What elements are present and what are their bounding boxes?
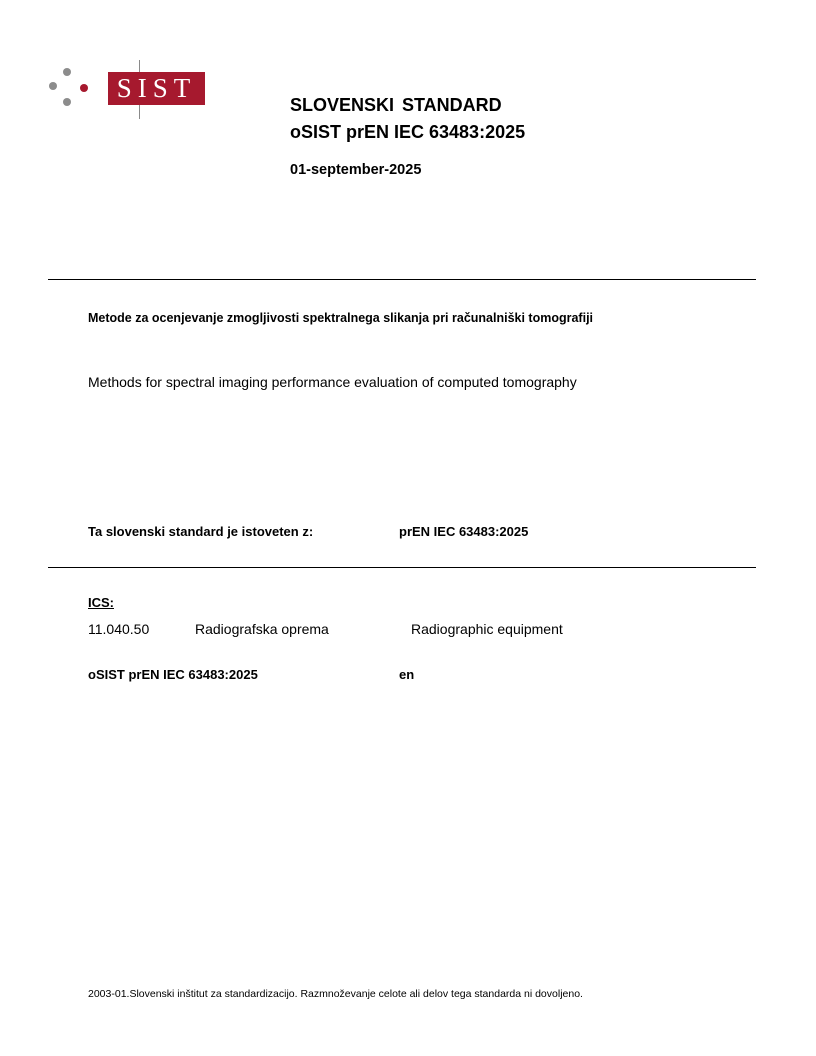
english-title: Methods for spectral imaging performance evaluation of computed tomography — [88, 374, 577, 390]
ics-name-slovenian: Radiografska oprema — [195, 621, 329, 637]
logo-dot-left — [49, 82, 57, 90]
ics-name-english: Radiographic equipment — [411, 621, 563, 637]
identity-value: prEN IEC 63483:2025 — [399, 524, 529, 539]
logo-dot-bottom — [63, 98, 71, 106]
divider-middle — [48, 567, 756, 568]
publication-date: 01-september-2025 — [290, 162, 422, 178]
reference-language: en — [399, 667, 415, 682]
slovenian-title: Metode za ocenjevanje zmogljivosti spektralnega slikanja pri računalniški tomografiji — [88, 311, 594, 325]
logo-dot-right — [80, 84, 88, 92]
standard-number: oSIST prEN IEC 63483:2025 — [290, 122, 526, 142]
logo-dot-top — [63, 68, 71, 76]
identity-label: Ta slovenski standard je istoveten z: — [88, 524, 314, 539]
reference-code: oSIST prEN IEC 63483:2025 — [88, 667, 258, 682]
divider-top — [48, 279, 756, 280]
ics-label: ICS: — [88, 595, 114, 610]
standard-heading: SLOVENSKI STANDARD — [290, 95, 502, 115]
sist-logo — [48, 60, 208, 120]
copyright-footer: 2003-01.Slovenski inštitut za standardizacijo. Razmnoževanje celote ali delov tega standarda ni dovoljeno. — [88, 988, 583, 1000]
logo-wordmark: SIST — [108, 72, 205, 105]
ics-code: 11.040.50 — [88, 621, 150, 637]
